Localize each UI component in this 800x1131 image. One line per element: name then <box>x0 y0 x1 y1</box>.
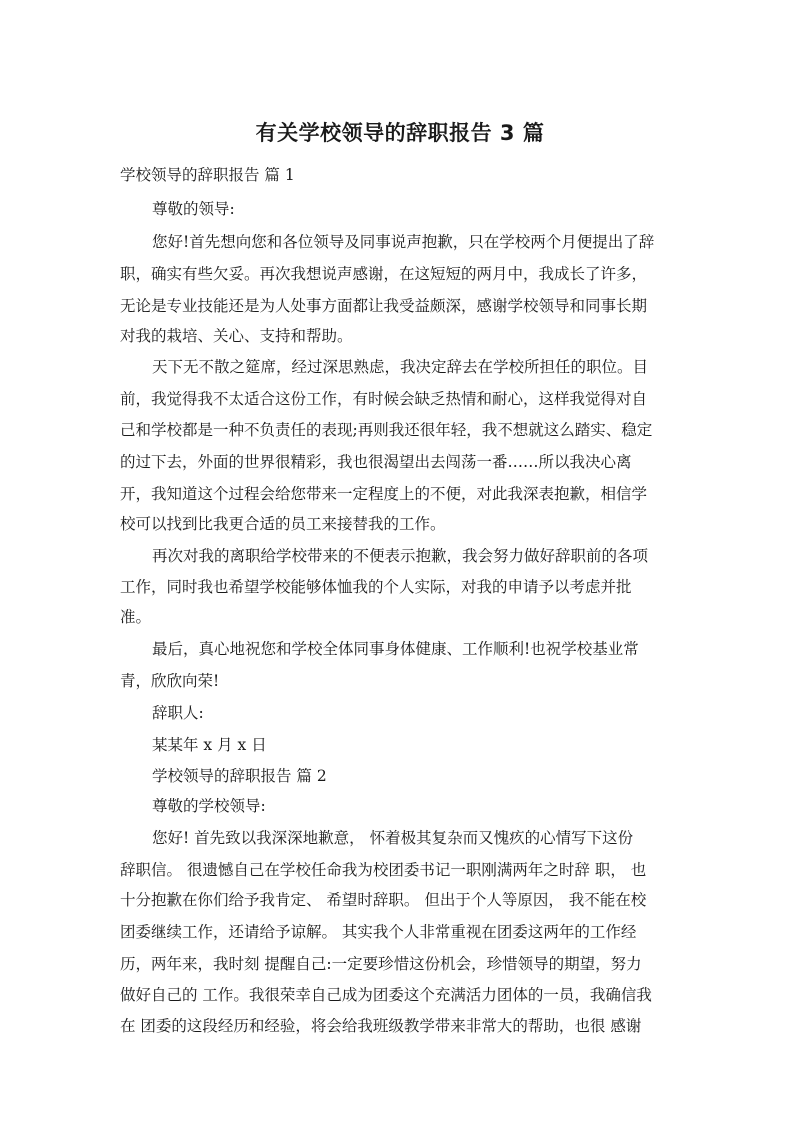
section-heading-1: 学校领导的辞职报告 篇 1 <box>120 166 295 184</box>
paragraph-line: 校可以找到比我更合适的员工来接替我的工作。 <box>120 515 446 533</box>
paragraph-line: 您好!首先想向您和各位领导及同事说声抱歉，只在学校两个月便提出了辞 <box>152 233 655 251</box>
salutation-2: 尊敬的学校领导: <box>152 797 266 815</box>
paragraph-line: 做好自己的 工作。我很荣幸自己成为团委这个充满活力团体的一员，我确信我 <box>120 986 652 1004</box>
paragraph-line: 十分抱歉在你们给予我肯定、 希望时辞职。 但出于个人等原因， 我不能在校 <box>120 891 647 909</box>
paragraph-line: 职，确实有些欠妥。再次我想说声感谢，在这短短的两月中，我成长了许多， <box>120 265 648 283</box>
paragraph-line: 的过下去，外面的世界很精彩，我也很渴望出去闯荡一番……所以我决心离 <box>120 453 632 471</box>
paragraph-line: 历，两年来，我时刻 提醒自己:一定要珍惜这份机会，珍惜领导的期望，努力 <box>120 955 642 973</box>
signature-date: 某某年 x 月 x 日 <box>152 736 267 754</box>
paragraph-line: 您好! 首先致以我深深地歉意， 怀着极其复杂而又愧疚的心情写下这份 <box>152 829 634 847</box>
paragraph-line: 无论是专业技能还是为人处事方面都让我受益颇深，感谢学校领导和同事长期 <box>120 297 648 315</box>
salutation-1: 尊敬的领导: <box>152 200 235 218</box>
document-title: 有关学校领导的辞职报告 3 篇 <box>255 121 545 145</box>
paragraph-line: 在 团委的这段经历和经验，将会给我班级教学带来非常大的帮助，也很 感谢 <box>120 1017 642 1035</box>
paragraph-line: 最后，真心地祝您和学校全体同事身体健康、工作顺利!也祝学校基业常 <box>152 640 639 658</box>
paragraph-line: 青，欣欣向荣! <box>120 672 220 690</box>
paragraph-line: 己和学校都是一种不负责任的表现;再则我还很年轻，我不想就这么踏实、稳定 <box>120 421 653 439</box>
paragraph-line: 天下无不散之筵席，经过深思熟虑，我决定辞去在学校所担任的职位。目 <box>152 358 649 376</box>
paragraph-line: 开，我知道这个过程会给您带来一定程度上的不便，对此我深表抱歉，相信学 <box>120 485 648 503</box>
paragraph-line: 前，我觉得我不太适合这份工作，有时候会缺乏热情和耐心，这样我觉得对自 <box>120 390 648 408</box>
signature-label: 辞职人: <box>152 704 204 722</box>
paragraph-line: 再次对我的离职给学校带来的不便表示抱歉，我会努力做好辞职前的各项 <box>152 547 649 565</box>
paragraph-line: 团委继续工作，还请给予谅解。 其实我个人非常重视在团委这两年的工作经 <box>120 923 637 941</box>
section-heading-2: 学校领导的辞职报告 篇 2 <box>152 767 327 785</box>
paragraph-line: 工作，同时我也希望学校能够体恤我的个人实际，对我的申请予以考虑并批 <box>120 578 632 596</box>
paragraph-line: 对我的栽培、关心、支持和帮助。 <box>120 327 353 345</box>
paragraph-line: 准。 <box>120 608 152 626</box>
paragraph-line: 辞职信。 很遗憾自己在学校任命我为校团委书记一职刚满两年之时辞 职， 也 <box>120 861 647 879</box>
